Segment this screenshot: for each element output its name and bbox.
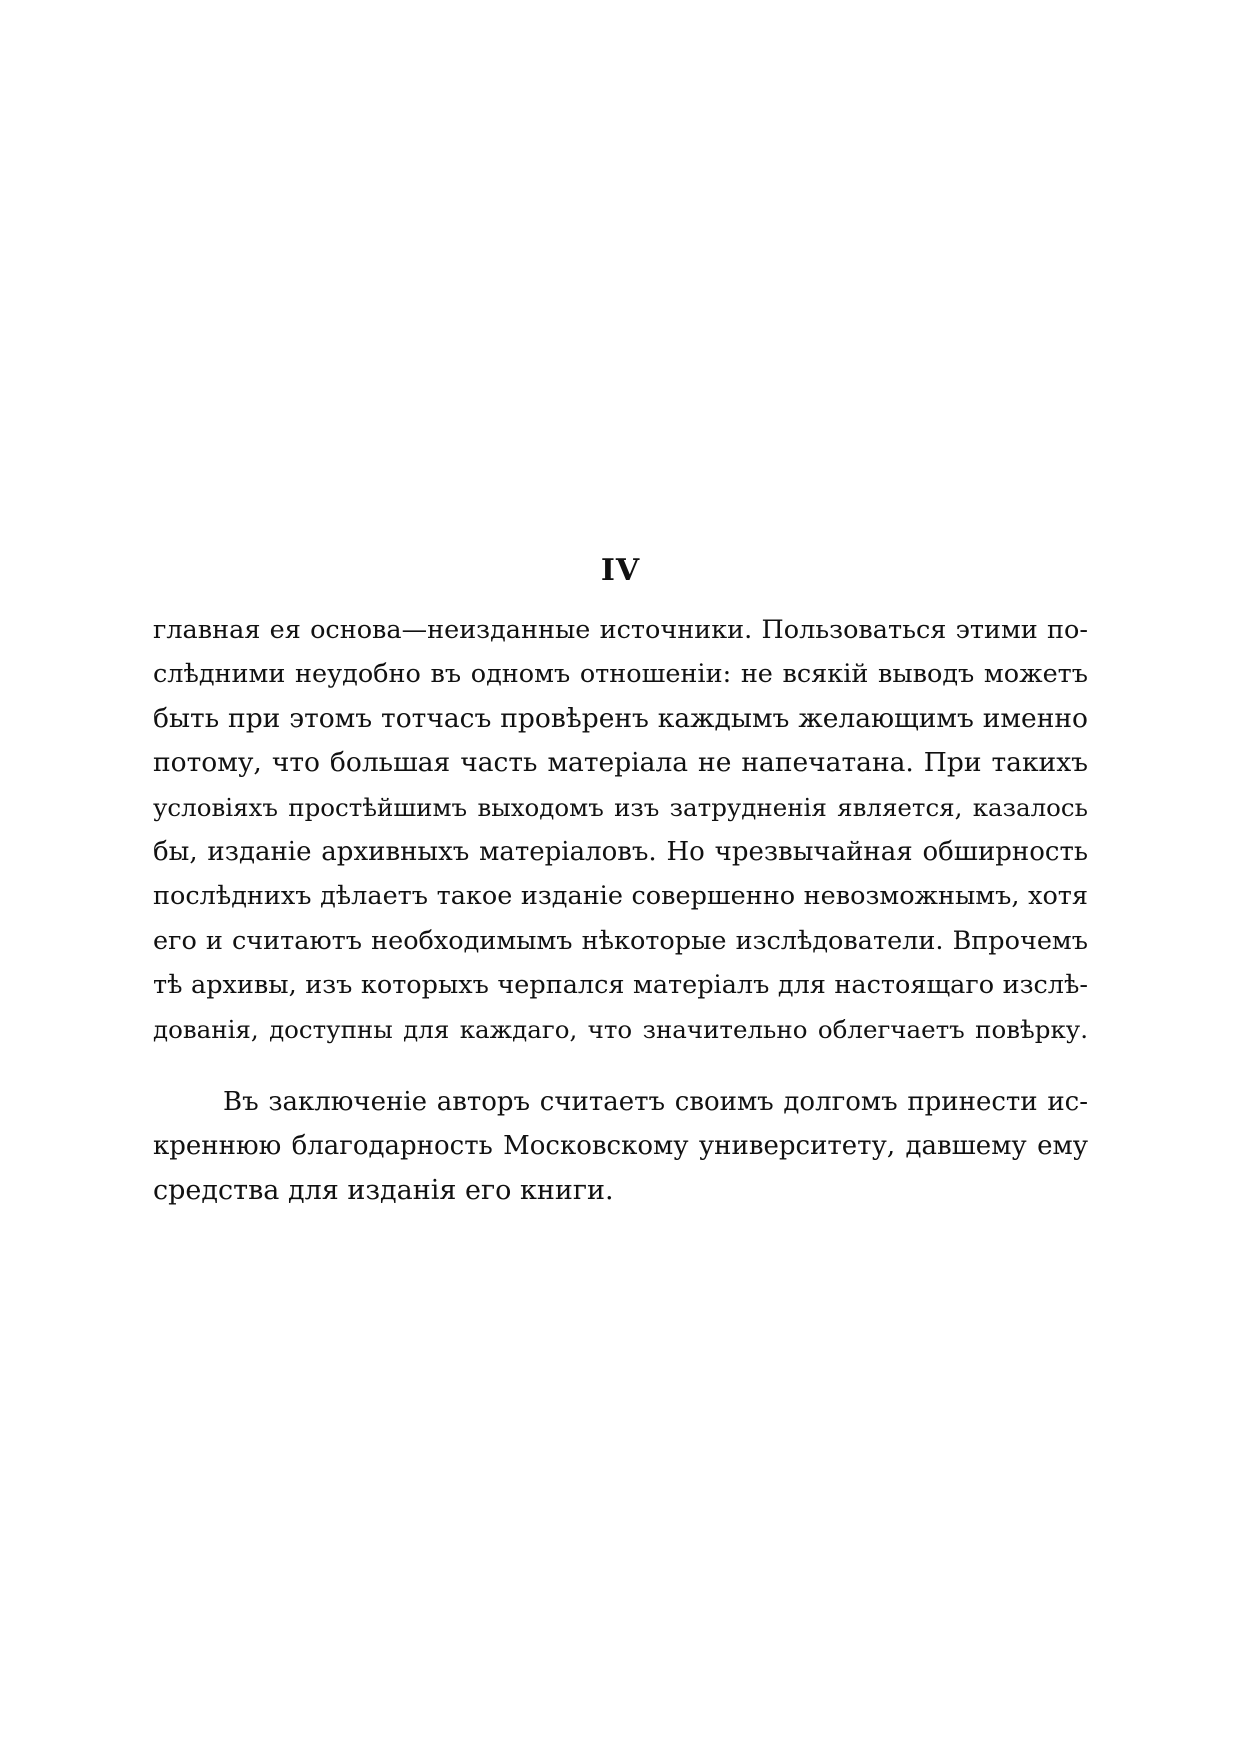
paragraph-spacing [153, 1052, 1088, 1080]
text-line: условіяхъ простѣйшимъ выходомъ изъ затрудненія является, казалось [153, 792, 1088, 822]
paragraph-2 [153, 1080, 1088, 1213]
text-line: тѣ архивы, изъ которыхъ черпался матеріалъ для настоящаго изслѣ- [153, 970, 1088, 1001]
text-line: бы, изданіе архивныхъ матеріаловъ. Но чрезвычайная обширность [153, 836, 1088, 867]
text-line: его и считаютъ необходимымъ нѣкоторые изслѣдователи. Впрочемъ [153, 925, 1088, 956]
text-line: главная ея основа—неизданные источники. Пользоваться этими по- [153, 615, 1088, 645]
text-line: средства для изданія его книги. [153, 1174, 614, 1206]
text-line: потому, что большая часть матеріала не напечатана. При такихъ [153, 747, 1088, 779]
text-line: дованія, доступны для каждаго, что значительно облегчаетъ повѣрку. [153, 1014, 1088, 1044]
text-line: быть при этомъ тотчасъ провѣренъ каждымъ желающимъ именно [153, 702, 1088, 734]
text-line: креннюю благодарность Московскому университету, давшему ему [153, 1131, 1088, 1162]
paragraph-1 [153, 608, 1088, 1052]
body-text [153, 608, 1088, 1213]
text-line: слѣдними неудобно въ одномъ отношеніи: не всякій выводъ можетъ [153, 659, 1088, 690]
text-line: Въ заключеніе авторъ считаетъ своимъ долгомъ принести ис- [223, 1086, 1088, 1117]
page-number: IV [600, 553, 641, 588]
text-line: послѣднихъ дѣлаетъ такое изданіе совершенно невозможнымъ, хотя [153, 881, 1088, 912]
